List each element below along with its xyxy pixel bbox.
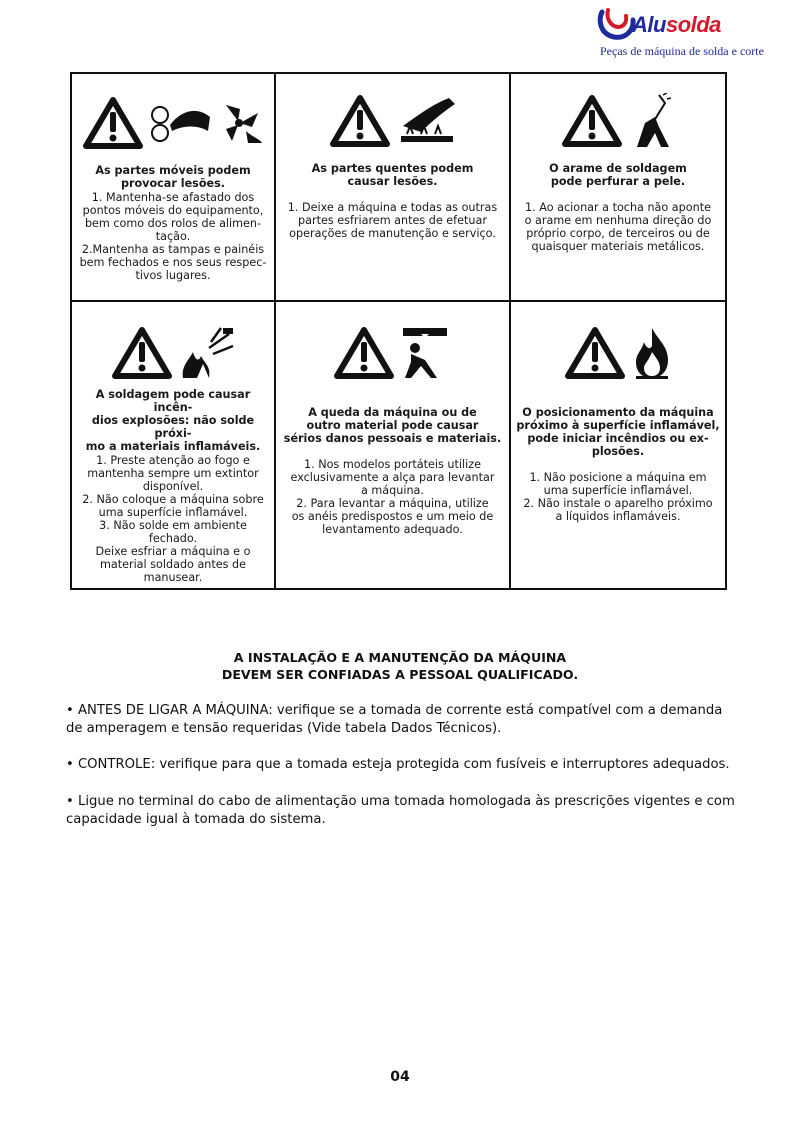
warning-body [82,454,263,584]
warning-title [76,388,270,453]
text-line: os anéis predispostos e um meio de [291,510,494,523]
explosion-fire-icon [179,326,235,380]
text-line: 1. Não posicione a máquina em [529,471,707,484]
warning-title [284,406,501,445]
text-line: mantenha sempre um extintor [87,467,259,480]
warning-title [549,162,687,188]
logo-tagline: Peças de máquina de solda e corte [600,44,764,58]
text-line: bem fechados e nos seus respec- [79,256,267,269]
text-line: A queda da máquina ou de [308,406,477,419]
text-line: fechado. [148,532,198,545]
warning-falling-load [276,302,511,588]
text-line: provocar lesões. [120,177,226,190]
text-line: bem como dos rolos de alimen- [84,217,262,230]
text-line: próximo à superfície inflamável, [516,419,720,432]
warning-fire-explosion [72,302,276,588]
text-line: 1. Mantenha-se afastado dos [91,191,255,204]
warning-title [516,406,719,458]
text-line: o arame em nenhuma direção do [524,214,712,227]
warning-body [80,191,267,282]
text-line: material soldado antes de [99,558,247,571]
paragraph-plug-terminal: • Ligue no terminal do cabo de alimentação uma tomada homologada às prescrições vigentes e com capacidade igual à tomada do sistema. [66,794,735,827]
text-line: 2. Não instale o aparelho próximo [523,497,713,510]
text-line: pode iniciar incêndios ou ex- [527,432,709,445]
text-line: 3. Não solde em ambiente [99,519,247,532]
text-line: próprio corpo, de terceiros ou de [526,227,710,240]
warning-body [525,201,712,253]
text-line: 2. Não coloque a máquina sobre [82,493,264,506]
warning-triangle-icon [329,94,391,148]
text-line: 1. Nos modelos portáteis utilize [303,458,481,471]
warning-triangle-icon [111,326,173,380]
warning-body [288,201,497,240]
text-line: manusear. [143,571,203,584]
safety-warnings-grid [70,72,727,590]
flame-icon [632,326,672,380]
text-line: 1. Ao acionar a tocha não aponte [525,201,711,214]
warning-moving-parts [72,74,276,302]
page-number: 04 [390,1069,410,1085]
text-line: uma superfície inflamável. [98,506,248,519]
text-line: 2.Mantenha as tampas e painéis [81,243,265,256]
warning-flammable-surface [511,302,725,588]
text-line: pontos móveis do equipamento, [82,204,264,217]
text-line: outro material pode causar [306,419,479,432]
brand-logo [596,6,764,62]
logo-swirl-icon [596,6,636,42]
paragraph-before-power-on: • ANTES DE LIGAR A MÁQUINA: verifique se a tomada de corrente está compatível com a demanda de amperagem e tensão requeridas (Vide tabela Dados Técnicos). [66,703,723,736]
warning-title [312,162,474,188]
text-line: 2. Para levantar a máquina, utilize [296,497,489,510]
text-line: a máquina. [361,484,424,497]
text-line: pode perfurar a pele. [550,175,686,188]
text-line: mo a materiais inflamáveis. [85,440,261,453]
warning-hot-parts [276,74,511,302]
warning-wire-puncture [511,74,725,302]
text-line: As partes móveis podem [95,164,251,177]
text-line: Deixe esfriar a máquina e o [95,545,251,558]
falling-load-icon [401,326,453,380]
notice-line-1: A INSTALAÇÃO E A MANUTENÇÃO DA MÁQUINA [233,650,567,665]
fan-hand-icon [218,101,264,145]
warning-triangle-icon [333,326,395,380]
paragraph-control: • CONTROLE: verifique para que a tomada esteja protegida com fusíveis e interruptores adequados. [66,757,730,772]
text-line: plosões. [591,445,645,458]
text-line: O arame de soldagem [549,162,687,175]
hot-surface-hand-icon [397,96,457,146]
text-line: operações de manutenção e serviço. [289,227,496,240]
text-line: 1. Preste atenção ao fogo e [96,454,250,467]
text-line: a líquidos inflamáveis. [555,510,681,523]
notice-line-2: DEVEM SER CONFIADAS A PESSOAL QUALIFICADO. [221,667,579,682]
warning-triangle-icon [561,94,623,148]
text-line: tação. [155,230,191,243]
wire-puncture-hand-icon [629,93,675,149]
rollers-hand-icon [150,101,212,145]
text-line: O posicionamento da máquina [522,406,714,419]
warning-triangle-icon [82,96,144,150]
text-line: causar lesões. [347,175,438,188]
text-line: 1. Deixe a máquina e todas as outras [287,201,498,214]
text-line: quaisquer materiais metálicos. [531,240,705,253]
warning-triangle-icon [564,326,626,380]
text-line: dios explosões: não solde próxi- [91,414,255,440]
text-line: partes esfriarem antes de efetuar [298,214,487,227]
text-line: sérios danos pessoais e materiais. [283,432,502,445]
logo-wordmark: Alusolda [632,12,721,37]
text-line: tivos lugares. [135,269,211,282]
text-line: A soldagem pode causar incên- [95,388,251,414]
warning-body [291,458,495,536]
text-line: disponível. [142,480,204,493]
text-line: uma superfície inflamável. [543,484,693,497]
text-line: exclusivamente a alça para levantar [290,471,495,484]
text-line: levantamento adequado. [322,523,463,536]
warning-title [95,164,250,190]
warning-body [523,471,712,523]
text-line: As partes quentes podem [311,162,474,175]
qualified-personnel-notice [0,649,800,683]
